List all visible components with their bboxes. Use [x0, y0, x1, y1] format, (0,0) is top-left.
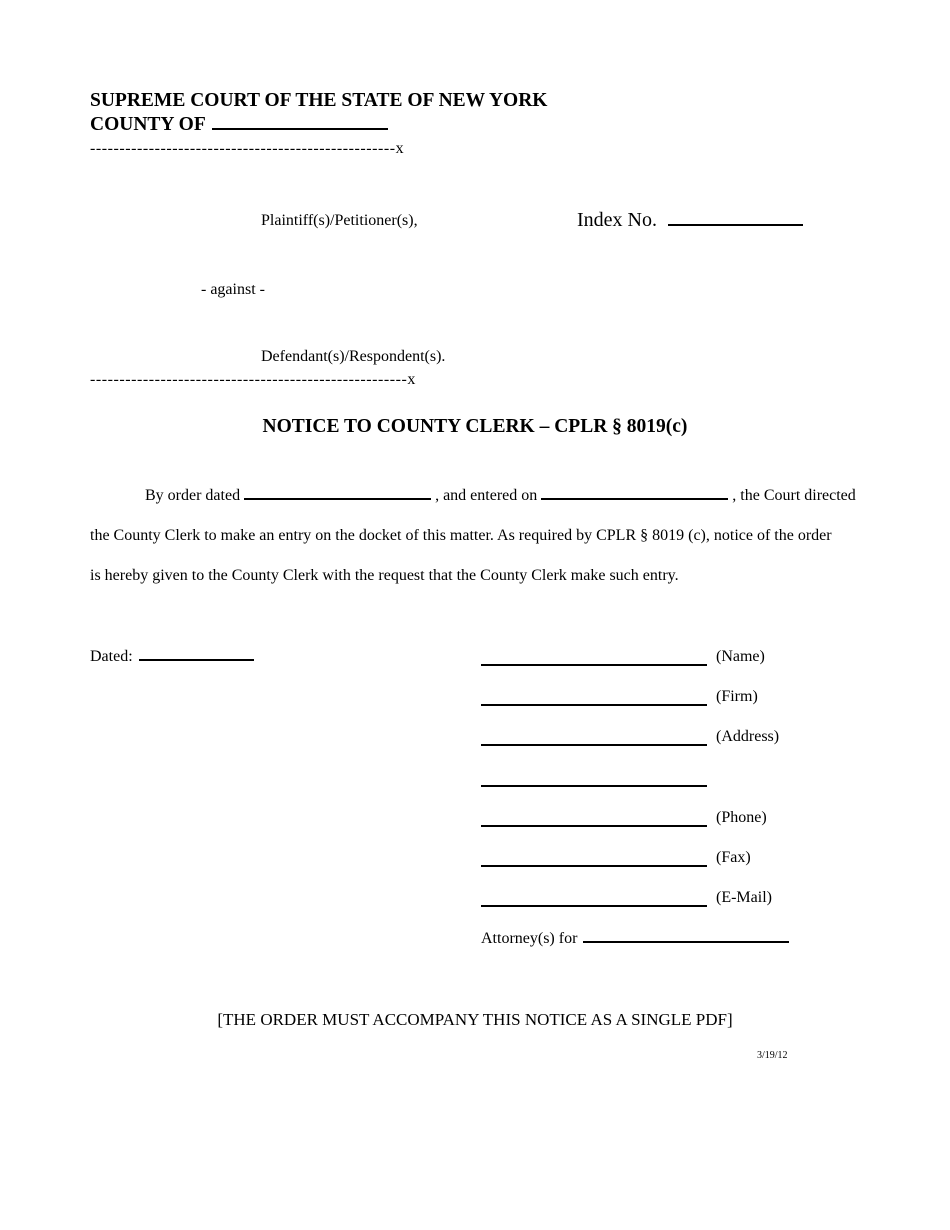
- firm-line[interactable]: [481, 704, 707, 706]
- body-line-1: [145, 487, 856, 505]
- attorney-for-blank[interactable]: [583, 941, 789, 943]
- name-line[interactable]: [481, 664, 707, 666]
- index-blank[interactable]: [668, 224, 803, 226]
- address-line-2[interactable]: [481, 785, 707, 787]
- email-line[interactable]: [481, 905, 707, 907]
- body-line-2: the County Clerk to make an entry on the docket of this matter. As required by CPLR § 8019 (c), notice of the order: [90, 527, 832, 544]
- court-directed-label: , the Court directed: [732, 487, 856, 504]
- body-line-3: is hereby given to the County Clerk with the request that the County Clerk make such entry.: [90, 567, 679, 584]
- order-date-blank[interactable]: [244, 498, 431, 500]
- revision-date: 3/19/12: [757, 1050, 788, 1061]
- court-name: SUPREME COURT OF THE STATE OF NEW YORK: [90, 90, 548, 111]
- entered-date-blank[interactable]: [541, 498, 728, 500]
- fax-label: (Fax): [716, 849, 751, 866]
- phone-label: (Phone): [716, 809, 767, 826]
- defendant-label: Defendant(s)/Respondent(s).: [261, 348, 446, 365]
- county-blank[interactable]: [212, 128, 388, 130]
- index-number: [577, 209, 803, 232]
- plaintiff-label: Plaintiff(s)/Petitioner(s),: [261, 212, 418, 229]
- county-label: COUNTY OF: [90, 114, 206, 135]
- attorney-for-label: Attorney(s) for: [481, 930, 578, 947]
- caption-divider-bottom: ------------------------------------------------------x: [90, 371, 416, 388]
- attorney-for-row: [481, 930, 789, 948]
- footer-note: [THE ORDER MUST ACCOMPANY THIS NOTICE AS A SINGLE PDF]: [217, 1010, 733, 1029]
- fax-line[interactable]: [481, 865, 707, 867]
- address-line[interactable]: [481, 744, 707, 746]
- dated-label: Dated:: [90, 648, 133, 665]
- order-dated-label: By order dated: [145, 487, 241, 504]
- entered-on-label: , and entered on: [435, 487, 538, 504]
- dated-row: [90, 648, 254, 666]
- email-label: (E-Mail): [716, 889, 772, 906]
- caption-divider-top: ----------------------------------------------------x: [90, 140, 405, 157]
- county-line: [90, 114, 388, 136]
- phone-line[interactable]: [481, 825, 707, 827]
- against-label: - against -: [201, 281, 265, 298]
- notice-title: NOTICE TO COUNTY CLERK – CPLR § 8019(c): [262, 416, 688, 437]
- address-label: (Address): [716, 728, 780, 745]
- index-label: Index No.: [577, 209, 657, 231]
- dated-blank[interactable]: [139, 659, 254, 661]
- name-label: (Name): [716, 648, 765, 665]
- firm-label: (Firm): [716, 688, 758, 705]
